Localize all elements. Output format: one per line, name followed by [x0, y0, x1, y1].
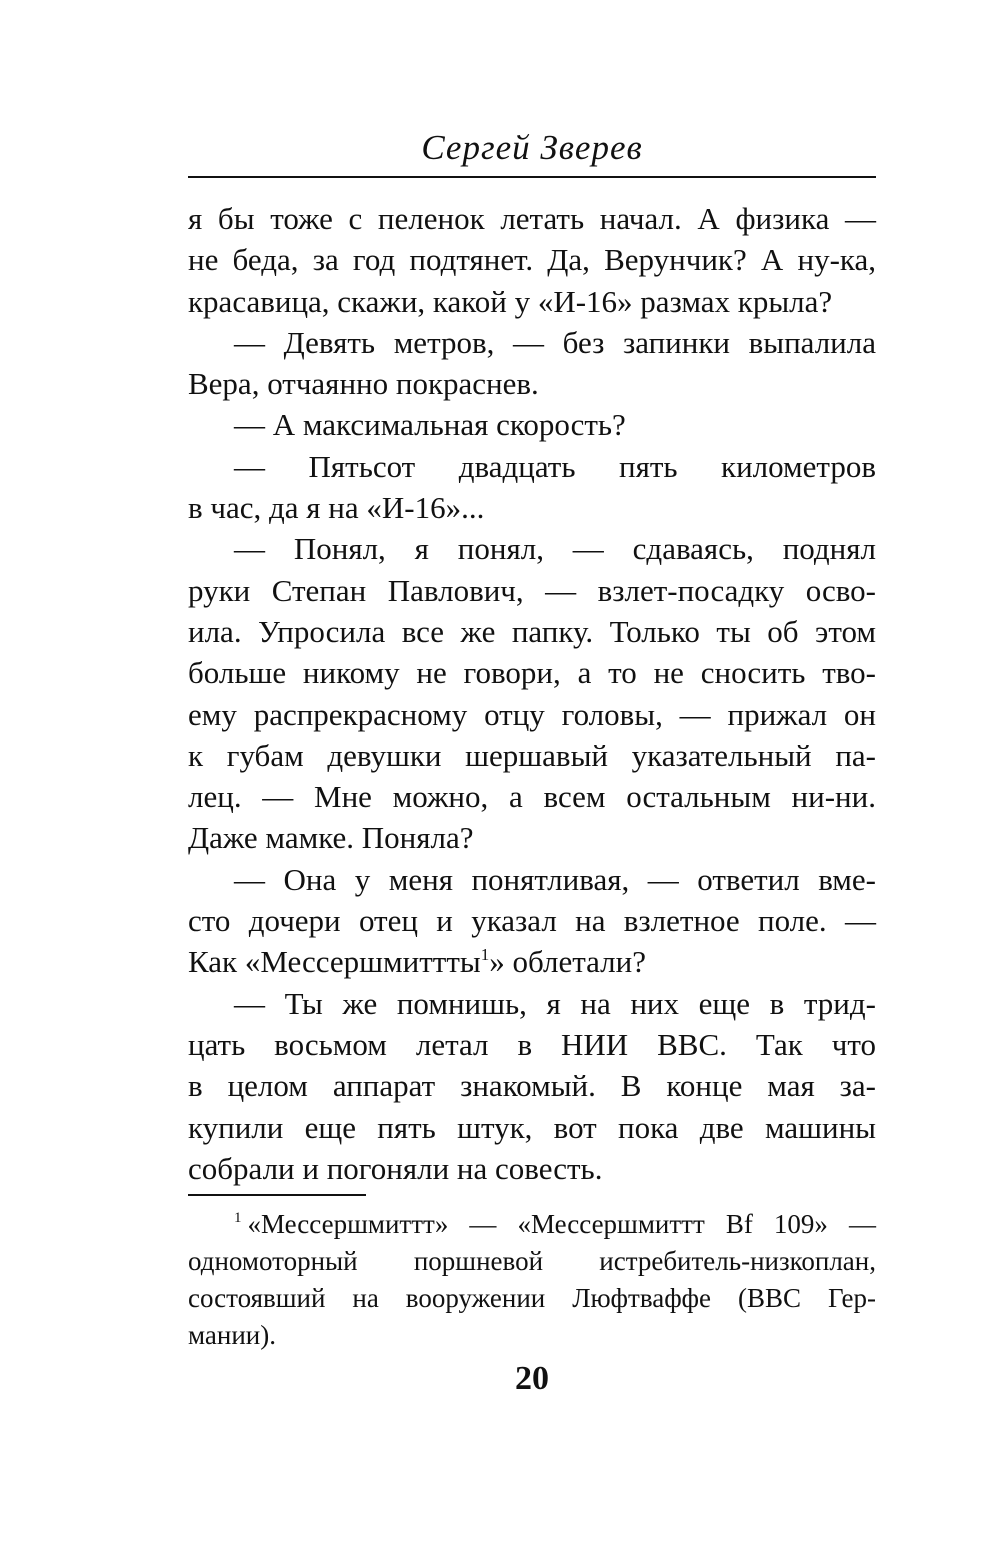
text-line: лец. — Мне можно, а всем остальным ни-ни. — [188, 779, 876, 815]
text-line: собрали и погоняли на совесть. — [188, 1150, 603, 1186]
text-line: я бы тоже с пеленок летать начал. А физика — — [188, 201, 876, 236]
text-line: купили еще пять штук, вот пока две машины — [188, 1109, 876, 1145]
text-line: Вера, отчаянно покраснев. — [188, 366, 539, 402]
text-line: — Пятьсот двадцать пять километров — [234, 448, 876, 484]
header-rule — [188, 176, 876, 178]
text-line: — Понял, я понял, — сдаваясь, поднял — [234, 531, 876, 567]
text-line: — Девять метров, — без запинки выпалила — [234, 324, 876, 360]
text-line: — А максимальная скорость? — [234, 407, 626, 443]
text-line: — Ты же помнишь, я на них еще в трид- — [234, 985, 876, 1021]
text-line: ему распрекрасному отцу головы, — прижал он — [188, 696, 876, 732]
text-fragment: » облетали? — [489, 944, 646, 980]
text-line: руки Степан Павлович, — взлет-посадку осво- — [188, 572, 876, 608]
text-line: не беда, за год подтянет. Да, Верунчик? А ну-ка, — [188, 242, 876, 278]
book-page — [188, 0, 876, 1562]
body-text — [188, 198, 876, 1189]
text-fragment: Как «Мессершмиттты — [188, 944, 481, 980]
text-line: красавица, скажи, какой у «И-16» размах крыла? — [188, 283, 833, 319]
text-line: в целом аппарат знакомый. В конце мая за- — [188, 1068, 876, 1104]
footnote-line — [188, 1206, 876, 1243]
running-head-title: Сергей Зверев — [421, 128, 643, 167]
text-line: в час, да я на «И-16»... — [188, 490, 485, 526]
page-number: 20 — [515, 1360, 549, 1397]
footnote-reference[interactable]: 1 — [480, 945, 490, 965]
text-line: — Она у меня понятливая, — ответил вме- — [234, 861, 876, 897]
text-line-with-footnote — [188, 941, 876, 982]
text-line: Даже мамке. Поняла? — [188, 820, 474, 856]
footnote-text: «Мессершмиттт» — «Мессершмиттт Bf 109» — — [247, 1209, 876, 1239]
footnote — [188, 1206, 876, 1354]
text-line: сто дочери отец и указал на взлетное поле. — — [188, 903, 876, 939]
text-line: цать восьмом летал в НИИ ВВС. Так что — [188, 1026, 876, 1062]
footnote-line: состоявший на вооружении Люфтваффе (ВВС Гер- — [188, 1283, 876, 1313]
footnote-number: 1 — [234, 1210, 242, 1226]
footnote-line: мании). — [188, 1320, 276, 1350]
text-line: ила. Упросила все же папку. Только ты об этом — [188, 613, 876, 649]
footnote-separator — [188, 1194, 366, 1196]
text-line: больше никому не говори, а то не сносить тво- — [188, 655, 876, 691]
footnote-line: одномоторный поршневой истребитель-низкоплан, — [188, 1246, 876, 1276]
text-line: к губам девушки шершавый указательный па- — [188, 737, 876, 773]
